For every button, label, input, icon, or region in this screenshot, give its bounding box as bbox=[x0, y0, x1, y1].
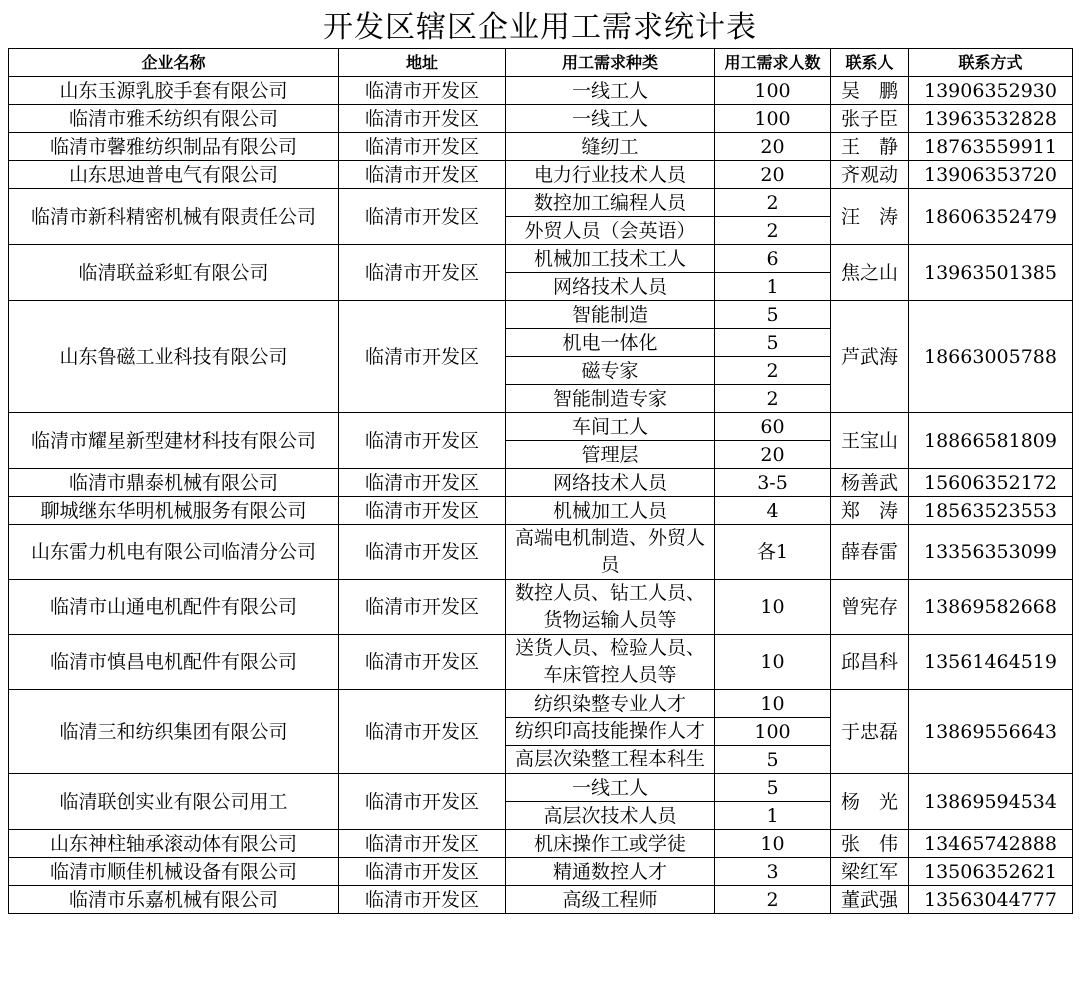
contact-person: 齐观动 bbox=[831, 161, 909, 189]
phone-number: 13561464519 bbox=[909, 635, 1073, 690]
phone-number: 13963501385 bbox=[909, 245, 1073, 301]
job-type: 纺织印高技能操作人才 bbox=[506, 718, 715, 746]
address: 临清市开发区 bbox=[339, 525, 506, 580]
job-type: 一线工人 bbox=[506, 105, 715, 133]
address: 临清市开发区 bbox=[339, 245, 506, 301]
company-name: 山东思迪普电气有限公司 bbox=[9, 161, 339, 189]
job-type: 纺织染整专业人才 bbox=[506, 690, 715, 718]
job-count: 2 bbox=[715, 385, 831, 413]
job-type: 数控人员、钻工人员、货物运输人员等 bbox=[506, 580, 715, 635]
phone-number: 15606352172 bbox=[909, 469, 1073, 497]
job-count: 5 bbox=[715, 301, 831, 329]
address: 临清市开发区 bbox=[339, 858, 506, 886]
phone-number: 13563044777 bbox=[909, 886, 1073, 914]
header-address: 地址 bbox=[339, 49, 506, 77]
header-job-count: 用工需求人数 bbox=[715, 49, 831, 77]
address: 临清市开发区 bbox=[339, 774, 506, 830]
company-name: 聊城继东华明机械服务有限公司 bbox=[9, 497, 339, 525]
header-company: 企业名称 bbox=[9, 49, 339, 77]
address: 临清市开发区 bbox=[339, 690, 506, 774]
header-phone: 联系方式 bbox=[909, 49, 1073, 77]
company-name: 山东玉源乳胶手套有限公司 bbox=[9, 77, 339, 105]
company-name: 临清市雅禾纺织有限公司 bbox=[9, 105, 339, 133]
address: 临清市开发区 bbox=[339, 189, 506, 245]
job-type: 外贸人员（会英语） bbox=[506, 217, 715, 245]
table-row bbox=[9, 525, 1073, 580]
phone-number: 13906353720 bbox=[909, 161, 1073, 189]
contact-person: 曾宪存 bbox=[831, 580, 909, 635]
job-count: 10 bbox=[715, 580, 831, 635]
address: 临清市开发区 bbox=[339, 133, 506, 161]
job-type: 高端电机制造、外贸人员 bbox=[506, 525, 715, 580]
job-type: 一线工人 bbox=[506, 774, 715, 802]
job-type: 缝纫工 bbox=[506, 133, 715, 161]
phone-number: 18663005788 bbox=[909, 301, 1073, 413]
company-name: 临清市新科精密机械有限责任公司 bbox=[9, 189, 339, 245]
job-type: 智能制造 bbox=[506, 301, 715, 329]
contact-person: 焦之山 bbox=[831, 245, 909, 301]
company-name: 临清市鼎泰机械有限公司 bbox=[9, 469, 339, 497]
demand-table bbox=[8, 48, 1073, 914]
job-count: 20 bbox=[715, 441, 831, 469]
phone-number: 13356353099 bbox=[909, 525, 1073, 580]
phone-number: 13906352930 bbox=[909, 77, 1073, 105]
table-row bbox=[9, 105, 1073, 133]
company-name: 山东雷力机电有限公司临清分公司 bbox=[9, 525, 339, 580]
job-count: 10 bbox=[715, 635, 831, 690]
phone-number: 18606352479 bbox=[909, 189, 1073, 245]
job-count: 6 bbox=[715, 245, 831, 273]
contact-person: 董武强 bbox=[831, 886, 909, 914]
phone-number: 13869556643 bbox=[909, 690, 1073, 774]
contact-person: 梁红军 bbox=[831, 858, 909, 886]
job-type: 车间工人 bbox=[506, 413, 715, 441]
address: 临清市开发区 bbox=[339, 497, 506, 525]
address: 临清市开发区 bbox=[339, 161, 506, 189]
table-row bbox=[9, 189, 1073, 217]
job-type: 机电一体化 bbox=[506, 329, 715, 357]
job-count: 5 bbox=[715, 746, 831, 774]
job-type: 数控加工编程人员 bbox=[506, 189, 715, 217]
phone-number: 18866581809 bbox=[909, 413, 1073, 469]
job-type: 高级工程师 bbox=[506, 886, 715, 914]
table-row bbox=[9, 774, 1073, 802]
job-count: 100 bbox=[715, 718, 831, 746]
address: 临清市开发区 bbox=[339, 469, 506, 497]
job-count: 3-5 bbox=[715, 469, 831, 497]
table-row bbox=[9, 580, 1073, 635]
job-count: 2 bbox=[715, 886, 831, 914]
job-count: 20 bbox=[715, 133, 831, 161]
address: 临清市开发区 bbox=[339, 830, 506, 858]
table-row bbox=[9, 161, 1073, 189]
table-row bbox=[9, 690, 1073, 718]
job-count: 5 bbox=[715, 774, 831, 802]
table-row bbox=[9, 497, 1073, 525]
job-count: 5 bbox=[715, 329, 831, 357]
phone-number: 13963532828 bbox=[909, 105, 1073, 133]
table-row bbox=[9, 301, 1073, 329]
table-row bbox=[9, 133, 1073, 161]
contact-person: 于忠磊 bbox=[831, 690, 909, 774]
header-row bbox=[9, 49, 1073, 77]
contact-person: 张 伟 bbox=[831, 830, 909, 858]
table-row bbox=[9, 635, 1073, 690]
job-type: 网络技术人员 bbox=[506, 469, 715, 497]
contact-person: 王宝山 bbox=[831, 413, 909, 469]
table-row bbox=[9, 830, 1073, 858]
contact-person: 杨 光 bbox=[831, 774, 909, 830]
company-name: 山东鲁磁工业科技有限公司 bbox=[9, 301, 339, 413]
job-type: 送货人员、检验人员、车床管控人员等 bbox=[506, 635, 715, 690]
job-type: 一线工人 bbox=[506, 77, 715, 105]
company-name: 临清联创实业有限公司用工 bbox=[9, 774, 339, 830]
job-type: 精通数控人才 bbox=[506, 858, 715, 886]
phone-number: 13869594534 bbox=[909, 774, 1073, 830]
job-type: 网络技术人员 bbox=[506, 273, 715, 301]
job-count: 20 bbox=[715, 161, 831, 189]
job-type: 高层次技术人员 bbox=[506, 802, 715, 830]
table-row bbox=[9, 858, 1073, 886]
job-count: 2 bbox=[715, 189, 831, 217]
table-row bbox=[9, 413, 1073, 441]
table-row bbox=[9, 245, 1073, 273]
company-name: 山东神柱轴承滚动体有限公司 bbox=[9, 830, 339, 858]
company-name: 临清市山通电机配件有限公司 bbox=[9, 580, 339, 635]
job-count: 100 bbox=[715, 77, 831, 105]
header-contact: 联系人 bbox=[831, 49, 909, 77]
job-type: 机床操作工或学徒 bbox=[506, 830, 715, 858]
phone-number: 13506352621 bbox=[909, 858, 1073, 886]
job-type: 磁专家 bbox=[506, 357, 715, 385]
job-type: 机械加工技术工人 bbox=[506, 245, 715, 273]
job-type: 智能制造专家 bbox=[506, 385, 715, 413]
job-count: 2 bbox=[715, 357, 831, 385]
contact-person: 汪 涛 bbox=[831, 189, 909, 245]
address: 临清市开发区 bbox=[339, 635, 506, 690]
address: 临清市开发区 bbox=[339, 77, 506, 105]
company-name: 临清市馨雅纺织制品有限公司 bbox=[9, 133, 339, 161]
table-row bbox=[9, 77, 1073, 105]
phone-number: 18563523553 bbox=[909, 497, 1073, 525]
company-name: 临清联益彩虹有限公司 bbox=[9, 245, 339, 301]
table-title: 开发区辖区企业用工需求统计表 bbox=[323, 10, 757, 45]
job-count: 10 bbox=[715, 830, 831, 858]
company-name: 临清市慎昌电机配件有限公司 bbox=[9, 635, 339, 690]
contact-person: 郑 涛 bbox=[831, 497, 909, 525]
job-count: 各1 bbox=[715, 525, 831, 580]
job-count: 3 bbox=[715, 858, 831, 886]
phone-number: 13465742888 bbox=[909, 830, 1073, 858]
job-type: 高层次染整工程本科生 bbox=[506, 746, 715, 774]
job-type: 电力行业技术人员 bbox=[506, 161, 715, 189]
address: 临清市开发区 bbox=[339, 886, 506, 914]
job-count: 100 bbox=[715, 105, 831, 133]
table-row bbox=[9, 469, 1073, 497]
job-count: 1 bbox=[715, 802, 831, 830]
contact-person: 杨善武 bbox=[831, 469, 909, 497]
job-type: 机械加工人员 bbox=[506, 497, 715, 525]
address: 临清市开发区 bbox=[339, 301, 506, 413]
phone-number: 18763559911 bbox=[909, 133, 1073, 161]
address: 临清市开发区 bbox=[339, 105, 506, 133]
contact-person: 芦武海 bbox=[831, 301, 909, 413]
job-count: 2 bbox=[715, 217, 831, 245]
job-type: 管理层 bbox=[506, 441, 715, 469]
contact-person: 王 静 bbox=[831, 133, 909, 161]
contact-person: 薛春雷 bbox=[831, 525, 909, 580]
company-name: 临清三和纺织集团有限公司 bbox=[9, 690, 339, 774]
company-name: 临清市乐嘉机械有限公司 bbox=[9, 886, 339, 914]
job-count: 10 bbox=[715, 690, 831, 718]
job-count: 4 bbox=[715, 497, 831, 525]
header-job-type: 用工需求种类 bbox=[506, 49, 715, 77]
contact-person: 张子臣 bbox=[831, 105, 909, 133]
phone-number: 13869582668 bbox=[909, 580, 1073, 635]
job-count: 60 bbox=[715, 413, 831, 441]
contact-person: 吴 鹏 bbox=[831, 77, 909, 105]
company-name: 临清市耀星新型建材科技有限公司 bbox=[9, 413, 339, 469]
job-count: 1 bbox=[715, 273, 831, 301]
company-name: 临清市顺佳机械设备有限公司 bbox=[9, 858, 339, 886]
table-row bbox=[9, 886, 1073, 914]
address: 临清市开发区 bbox=[339, 413, 506, 469]
address: 临清市开发区 bbox=[339, 580, 506, 635]
contact-person: 邱昌科 bbox=[831, 635, 909, 690]
